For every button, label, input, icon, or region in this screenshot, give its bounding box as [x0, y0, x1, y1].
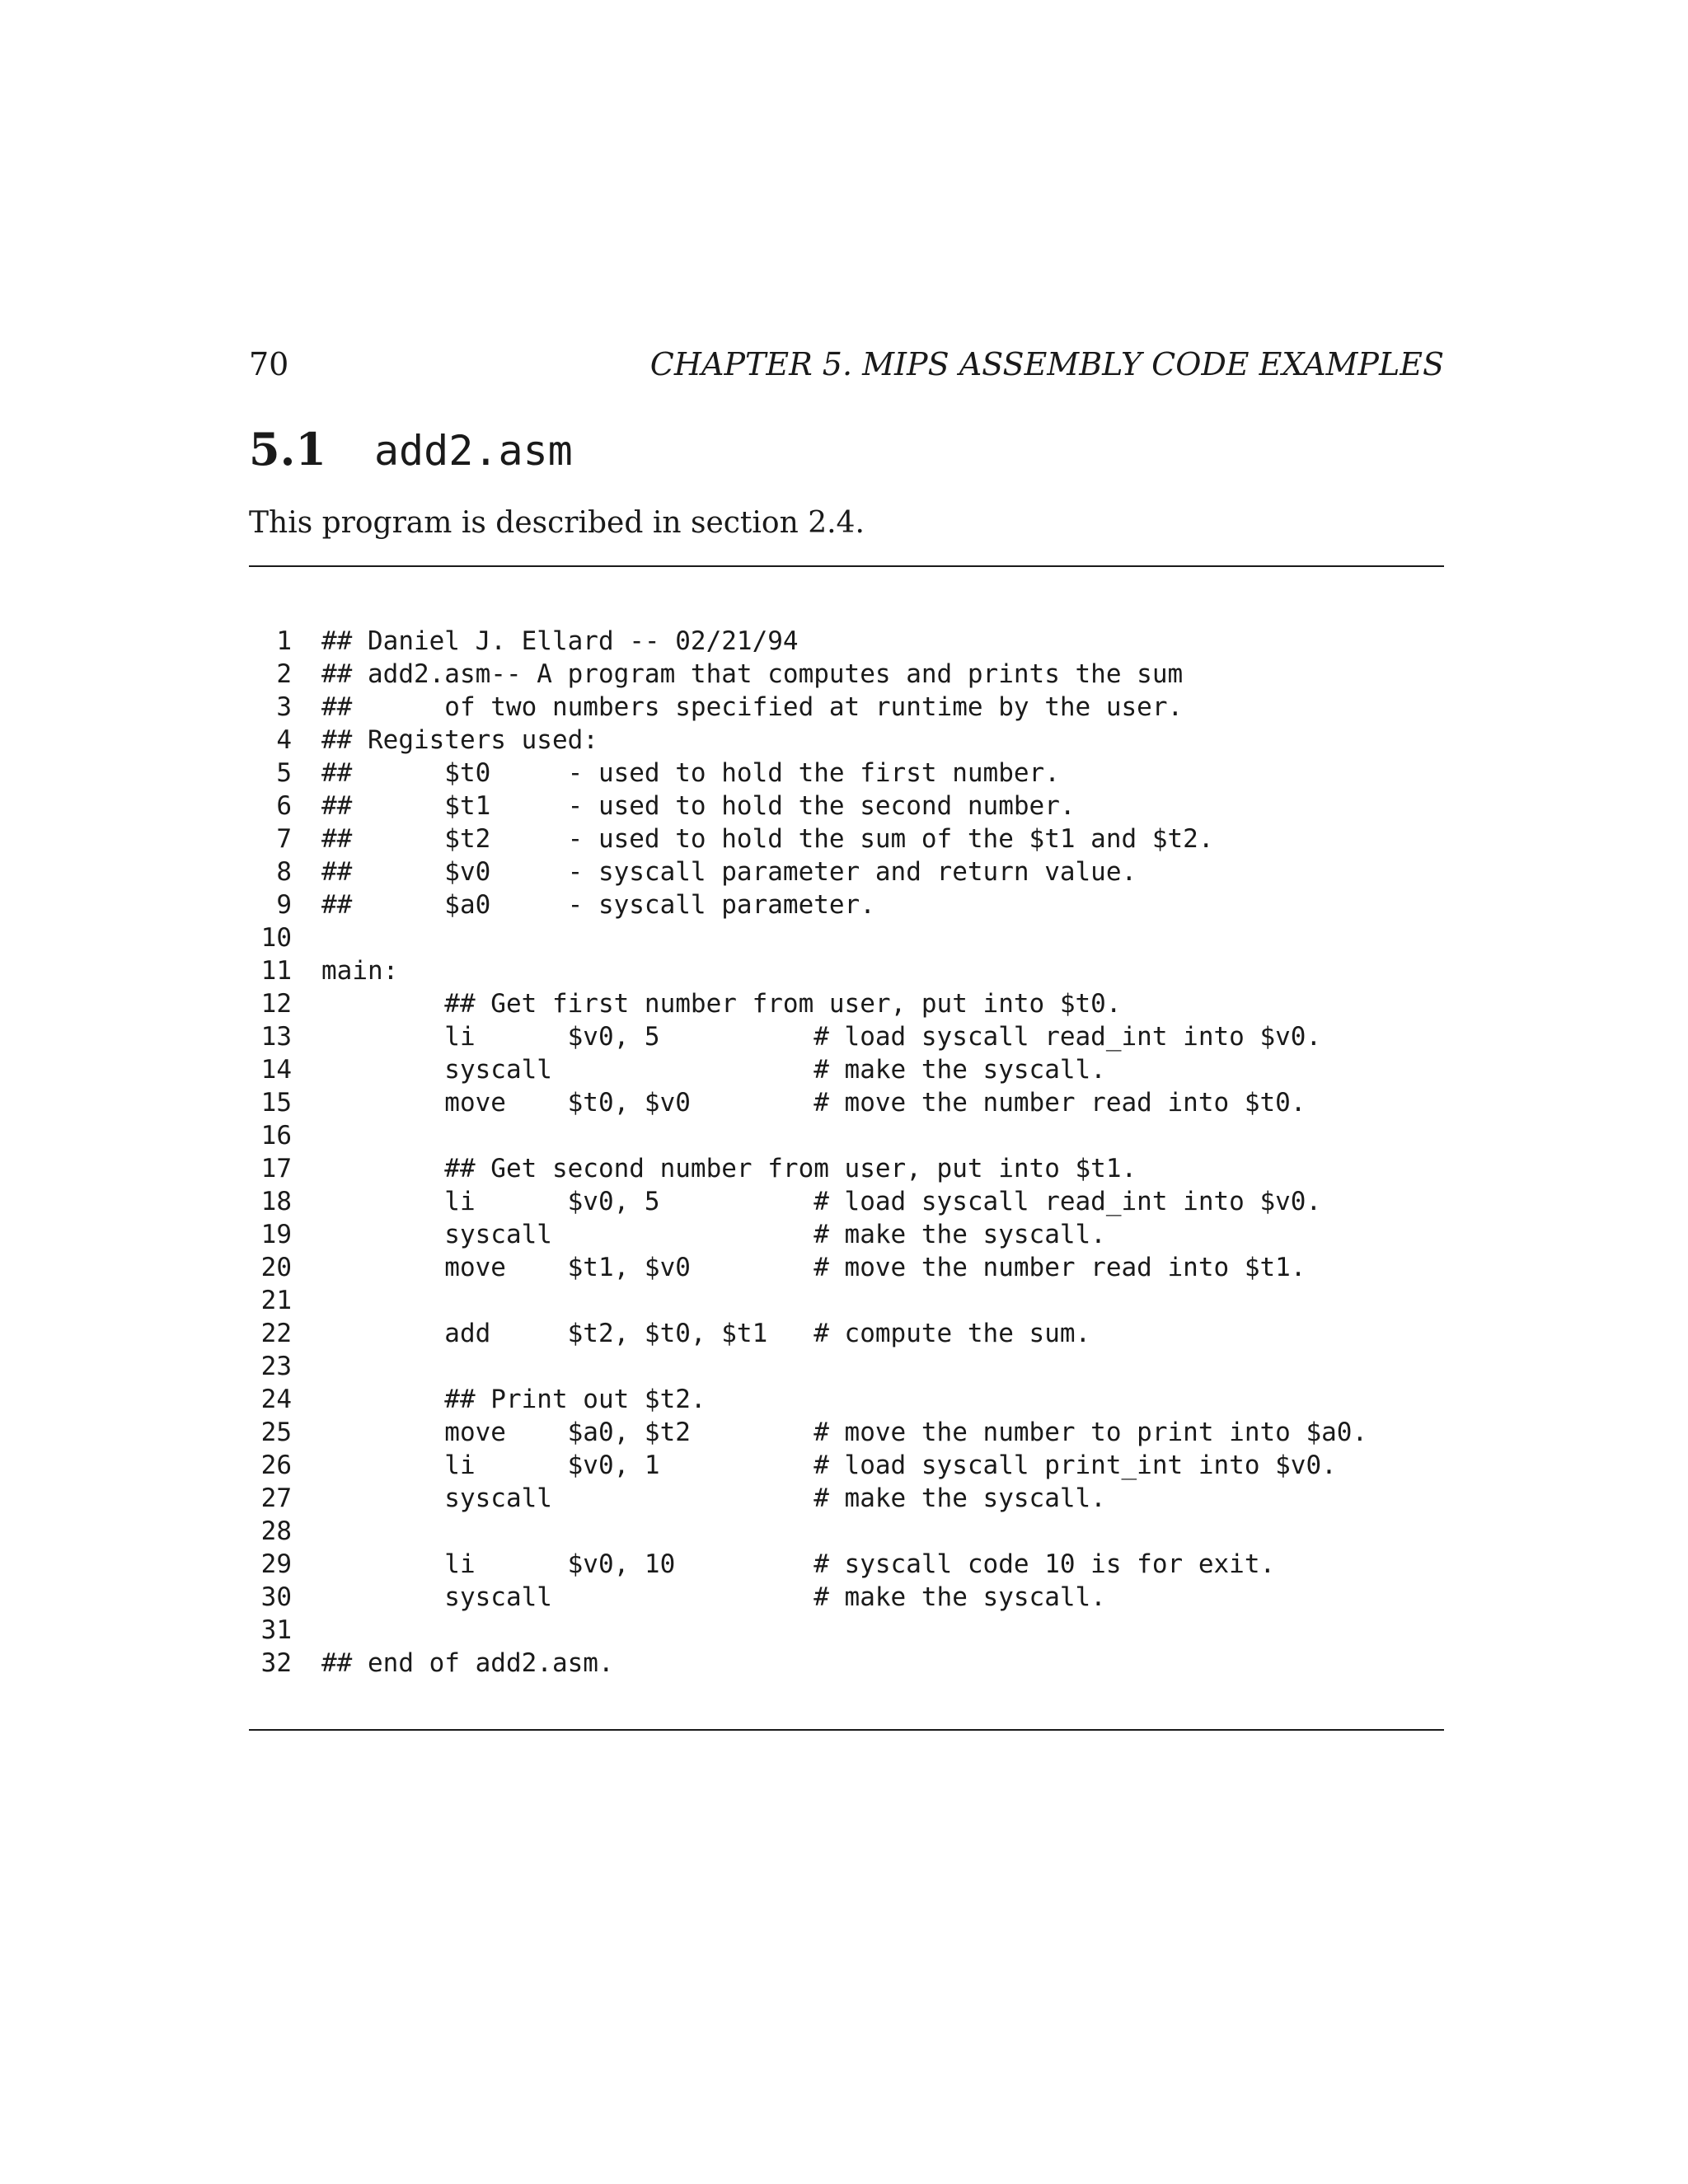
- line-number: 17: [260, 1154, 292, 1183]
- line-text: ## $v0 - syscall parameter and return value.: [321, 857, 1137, 887]
- section-title: add2.asm: [373, 427, 573, 475]
- code-line: [249, 1449, 1444, 1482]
- line-text: ## add2.asm-- A program that computes and prints the sum: [321, 659, 1184, 689]
- page-number: 70: [249, 346, 289, 382]
- code-line: [249, 1152, 1444, 1185]
- line-text: syscall # make the syscall.: [321, 1055, 1106, 1085]
- code-line: [249, 1251, 1444, 1284]
- line-number: 3: [276, 692, 292, 722]
- line-number: 29: [260, 1549, 292, 1579]
- line-number: 12: [260, 989, 292, 1019]
- line-text: move $t1, $v0 # move the number read into $t1.: [321, 1253, 1306, 1282]
- line-text: li $v0, 5 # load syscall read_int into $v0.: [321, 1187, 1322, 1216]
- line-text: ## end of add2.asm.: [321, 1648, 614, 1678]
- line-text: [292, 1515, 321, 1548]
- line-number: 7: [276, 824, 292, 854]
- line-text: [292, 1350, 321, 1383]
- code-line: [249, 1482, 1444, 1515]
- top-rule: [249, 565, 1444, 567]
- line-number: 28: [260, 1516, 292, 1546]
- line-text: ## Daniel J. Ellard -- 02/21/94: [321, 626, 799, 656]
- line-text: syscall # make the syscall.: [321, 1220, 1106, 1249]
- line-number: 15: [260, 1088, 292, 1118]
- running-header: CHAPTER 5. MIPS ASSEMBLY CODE EXAMPLES: [649, 346, 1444, 382]
- code-line: [249, 987, 1444, 1020]
- code-line: [249, 1350, 1444, 1383]
- code-line: [249, 757, 1444, 790]
- line-number: 32: [260, 1648, 292, 1678]
- code-line: [249, 1647, 1444, 1680]
- line-number: 25: [260, 1418, 292, 1447]
- code-line: [249, 1053, 1444, 1086]
- section-number: 5.1: [249, 423, 326, 476]
- line-number: 14: [260, 1055, 292, 1085]
- line-number: 4: [276, 725, 292, 755]
- line-text: syscall # make the syscall.: [321, 1483, 1106, 1513]
- code-line: [249, 1218, 1444, 1251]
- code-line: [249, 888, 1444, 921]
- line-number: 1: [276, 626, 292, 656]
- code-line: [249, 1185, 1444, 1218]
- code-line: [249, 855, 1444, 888]
- code-line: [249, 724, 1444, 757]
- line-text: ## Print out $t2.: [321, 1385, 706, 1414]
- line-number: 9: [276, 890, 292, 920]
- code-line: [249, 625, 1444, 658]
- line-text: ## Registers used:: [321, 725, 598, 755]
- line-number: 23: [260, 1352, 292, 1381]
- intro-paragraph: This program is described in section 2.4.: [249, 506, 865, 540]
- code-line: [249, 1548, 1444, 1581]
- line-text: li $v0, 1 # load syscall print_int into $v0.: [321, 1451, 1337, 1480]
- code-line: [249, 790, 1444, 823]
- line-number: 21: [260, 1286, 292, 1315]
- line-number: 10: [260, 923, 292, 953]
- line-number: 18: [260, 1187, 292, 1216]
- line-text: move $t0, $v0 # move the number read into $t0.: [321, 1088, 1306, 1118]
- line-number: 30: [260, 1582, 292, 1612]
- code-line: [249, 1284, 1444, 1317]
- line-text: ## $a0 - syscall parameter.: [321, 890, 875, 920]
- line-number: 19: [260, 1220, 292, 1249]
- line-number: 5: [276, 758, 292, 788]
- code-line: [249, 1416, 1444, 1449]
- line-text: add $t2, $t0, $t1 # compute the sum.: [321, 1319, 1091, 1348]
- code-line: [249, 1383, 1444, 1416]
- line-number: 6: [276, 791, 292, 821]
- code-line: [249, 1581, 1444, 1614]
- line-text: li $v0, 5 # load syscall read_int into $v0.: [321, 1022, 1322, 1052]
- line-number: 27: [260, 1483, 292, 1513]
- line-text: ## $t2 - used to hold the sum of the $t1 and $t2.: [321, 824, 1214, 854]
- line-text: [292, 921, 321, 954]
- line-text: ## $t1 - used to hold the second number.: [321, 791, 1076, 821]
- line-text: syscall # make the syscall.: [321, 1582, 1106, 1612]
- line-text: ## $t0 - used to hold the first number.: [321, 758, 1060, 788]
- line-text: [292, 1614, 321, 1647]
- line-text: ## Get first number from user, put into $t0.: [321, 989, 1122, 1019]
- line-number: 16: [260, 1121, 292, 1151]
- code-line: [249, 954, 1444, 987]
- line-number: 8: [276, 857, 292, 887]
- bottom-rule: [249, 1729, 1444, 1731]
- section-heading: [249, 422, 573, 489]
- code-line: [249, 921, 1444, 954]
- line-text: ## Get second number from user, put into $t1.: [321, 1154, 1137, 1183]
- code-line: [249, 691, 1444, 724]
- code-line: [249, 823, 1444, 855]
- line-text: ## of two numbers specified at runtime by the user.: [321, 692, 1184, 722]
- line-text: li $v0, 10 # syscall code 10 is for exit.: [321, 1549, 1276, 1579]
- line-number: 24: [260, 1385, 292, 1414]
- code-line: [249, 1119, 1444, 1152]
- code-line: [249, 1614, 1444, 1647]
- line-text: [292, 1284, 321, 1317]
- line-number: 31: [260, 1615, 292, 1645]
- code-line: [249, 1317, 1444, 1350]
- line-number: 26: [260, 1451, 292, 1480]
- line-number: 22: [260, 1319, 292, 1348]
- line-text: move $a0, $t2 # move the number to print into $a0.: [321, 1418, 1368, 1447]
- code-listing: [249, 625, 1444, 1680]
- code-line: [249, 1515, 1444, 1548]
- line-text: [292, 1119, 321, 1152]
- code-line: [249, 658, 1444, 691]
- line-number: 11: [260, 956, 292, 986]
- code-line: [249, 1086, 1444, 1119]
- line-number: 13: [260, 1022, 292, 1052]
- line-number: 2: [276, 659, 292, 689]
- code-line: [249, 1020, 1444, 1053]
- line-text: main:: [321, 956, 399, 986]
- line-number: 20: [260, 1253, 292, 1282]
